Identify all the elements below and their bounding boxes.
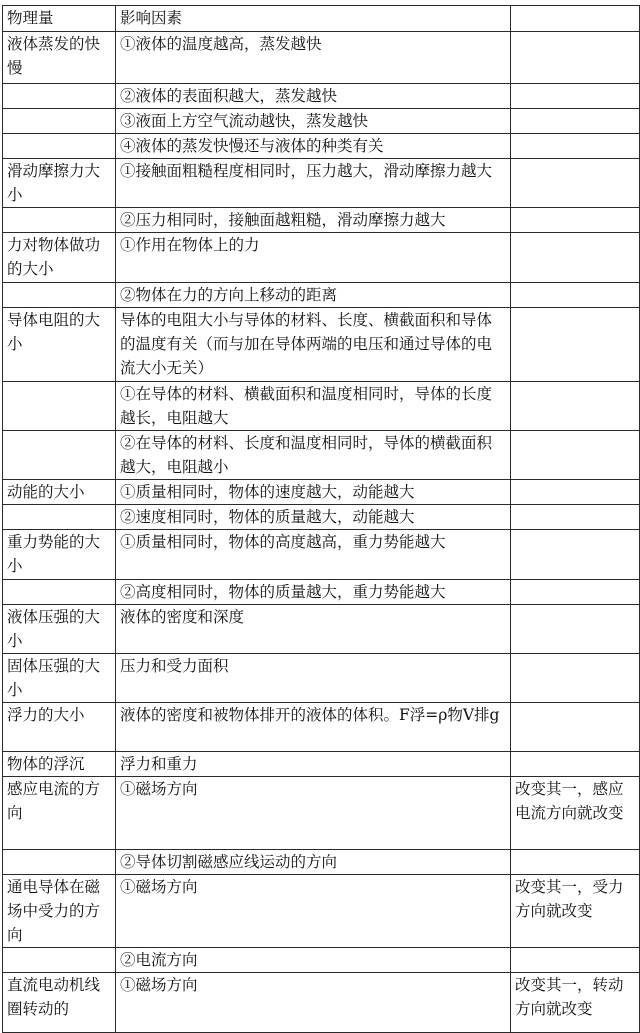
factor-cell: ①质量相同时，物体的速度越大，动能越大 bbox=[116, 480, 511, 505]
table-row bbox=[3, 530, 640, 580]
table-row bbox=[3, 159, 640, 208]
table-row bbox=[3, 308, 640, 382]
factor-cell: ④液体的蒸发快慢还与液体的种类有关 bbox=[116, 134, 511, 159]
note-cell bbox=[511, 580, 640, 605]
note-cell bbox=[511, 134, 640, 159]
factor-cell: 导体的电阻大小与导体的材料、长度、横截面积和导体的温度有关（而与加在导体两端的电压和通过导体的电流大小无关） bbox=[116, 308, 511, 382]
quantity-cell bbox=[3, 850, 116, 875]
factor-cell: ②导体切割磁感应线运动的方向 bbox=[116, 850, 511, 875]
factor-cell: ①磁场方向 bbox=[116, 973, 511, 1033]
note-cell bbox=[511, 480, 640, 505]
note-cell bbox=[511, 208, 640, 233]
table-row bbox=[3, 84, 640, 109]
quantity-cell: 通电导体在磁场中受力的方向 bbox=[3, 875, 116, 948]
header-factors: 影响因素 bbox=[116, 6, 511, 32]
quantity-cell bbox=[3, 208, 116, 233]
note-cell: 改变其一，感应电流方向就改变 bbox=[511, 777, 640, 850]
quantity-cell bbox=[3, 283, 116, 308]
table-row bbox=[3, 134, 640, 159]
factor-cell: ①接触面粗糙程度相同时，压力越大，滑动摩擦力越大 bbox=[116, 159, 511, 208]
table-row bbox=[3, 777, 640, 850]
factor-cell: ②速度相同时，物体的质量越大，动能越大 bbox=[116, 505, 511, 530]
note-cell bbox=[511, 308, 640, 382]
table-row bbox=[3, 703, 640, 752]
table-row bbox=[3, 973, 640, 1033]
quantity-cell: 物体的浮沉 bbox=[3, 752, 116, 777]
note-cell: 改变其一，受力方向就改变 bbox=[511, 875, 640, 948]
note-cell bbox=[511, 850, 640, 875]
note-cell bbox=[511, 233, 640, 283]
table-row bbox=[3, 382, 640, 431]
note-cell bbox=[511, 431, 640, 480]
quantity-cell: 浮力的大小 bbox=[3, 703, 116, 752]
note-cell bbox=[511, 948, 640, 973]
physics-factors-table bbox=[2, 5, 640, 1033]
factor-cell: ②物体在力的方向上移动的距离 bbox=[116, 283, 511, 308]
factor-cell: ②高度相同时，物体的质量越大，重力势能越大 bbox=[116, 580, 511, 605]
table-row bbox=[3, 431, 640, 480]
note-cell bbox=[511, 283, 640, 308]
table-row bbox=[3, 505, 640, 530]
factor-cell: 压力和受力面积 bbox=[116, 654, 511, 703]
table-row bbox=[3, 752, 640, 777]
factor-cell: ①磁场方向 bbox=[116, 777, 511, 850]
quantity-cell bbox=[3, 134, 116, 159]
quantity-cell: 液体蒸发的快慢 bbox=[3, 32, 116, 84]
quantity-cell: 液体压强的大小 bbox=[3, 605, 116, 654]
factor-cell: ②压力相同时，接触面越粗糙，滑动摩擦力越大 bbox=[116, 208, 511, 233]
note-cell bbox=[511, 752, 640, 777]
quantity-cell bbox=[3, 431, 116, 480]
factor-cell: ②在导体的材料、长度和温度相同时，导体的横截面积越大，电阻越小 bbox=[116, 431, 511, 480]
quantity-cell bbox=[3, 580, 116, 605]
table-row bbox=[3, 32, 640, 84]
factor-cell: ②电流方向 bbox=[116, 948, 511, 973]
table-row bbox=[3, 580, 640, 605]
header-note bbox=[511, 6, 640, 32]
factor-cell: ③液面上方空气流动越快，蒸发越快 bbox=[116, 109, 511, 134]
note-cell bbox=[511, 159, 640, 208]
note-cell bbox=[511, 530, 640, 580]
quantity-cell: 固体压强的大小 bbox=[3, 654, 116, 703]
quantity-cell: 感应电流的方向 bbox=[3, 777, 116, 850]
quantity-cell bbox=[3, 84, 116, 109]
table-row bbox=[3, 208, 640, 233]
note-cell bbox=[511, 505, 640, 530]
note-cell bbox=[511, 703, 640, 752]
factor-cell: 浮力和重力 bbox=[116, 752, 511, 777]
note-cell bbox=[511, 654, 640, 703]
table-row bbox=[3, 233, 640, 283]
note-cell bbox=[511, 109, 640, 134]
note-cell: 改变其一，转动方向就改变 bbox=[511, 973, 640, 1033]
table-row bbox=[3, 948, 640, 973]
factor-cell: ①作用在物体上的力 bbox=[116, 233, 511, 283]
factor-cell: ①磁场方向 bbox=[116, 875, 511, 948]
table-row bbox=[3, 480, 640, 505]
note-cell bbox=[511, 84, 640, 109]
note-cell bbox=[511, 605, 640, 654]
quantity-cell: 导体电阻的大小 bbox=[3, 308, 116, 382]
quantity-cell bbox=[3, 948, 116, 973]
quantity-cell: 滑动摩擦力大小 bbox=[3, 159, 116, 208]
note-cell bbox=[511, 382, 640, 431]
quantity-cell: 直流电动机线圈转动的 bbox=[3, 973, 116, 1033]
quantity-cell: 重力势能的大小 bbox=[3, 530, 116, 580]
quantity-cell bbox=[3, 382, 116, 431]
quantity-cell bbox=[3, 505, 116, 530]
table-row bbox=[3, 850, 640, 875]
table-header-row bbox=[3, 6, 640, 32]
factor-cell: ①质量相同时，物体的高度越高，重力势能越大 bbox=[116, 530, 511, 580]
quantity-cell: 动能的大小 bbox=[3, 480, 116, 505]
header-quantity: 物理量 bbox=[3, 6, 116, 32]
factor-cell: ②液体的表面积越大，蒸发越快 bbox=[116, 84, 511, 109]
factor-cell: ①液体的温度越高，蒸发越快 bbox=[116, 32, 511, 84]
table-row bbox=[3, 654, 640, 703]
table-row bbox=[3, 875, 640, 948]
quantity-cell bbox=[3, 109, 116, 134]
note-cell bbox=[511, 32, 640, 84]
factor-cell: 液体的密度和被物体排开的液体的体积。F浮=ρ物V排g bbox=[116, 703, 511, 752]
factor-cell: ①在导体的材料、横截面积和温度相同时，导体的长度越长，电阻越大 bbox=[116, 382, 511, 431]
quantity-cell: 力对物体做功的大小 bbox=[3, 233, 116, 283]
table-row bbox=[3, 605, 640, 654]
factor-cell: 液体的密度和深度 bbox=[116, 605, 511, 654]
table-row bbox=[3, 109, 640, 134]
table-row bbox=[3, 283, 640, 308]
